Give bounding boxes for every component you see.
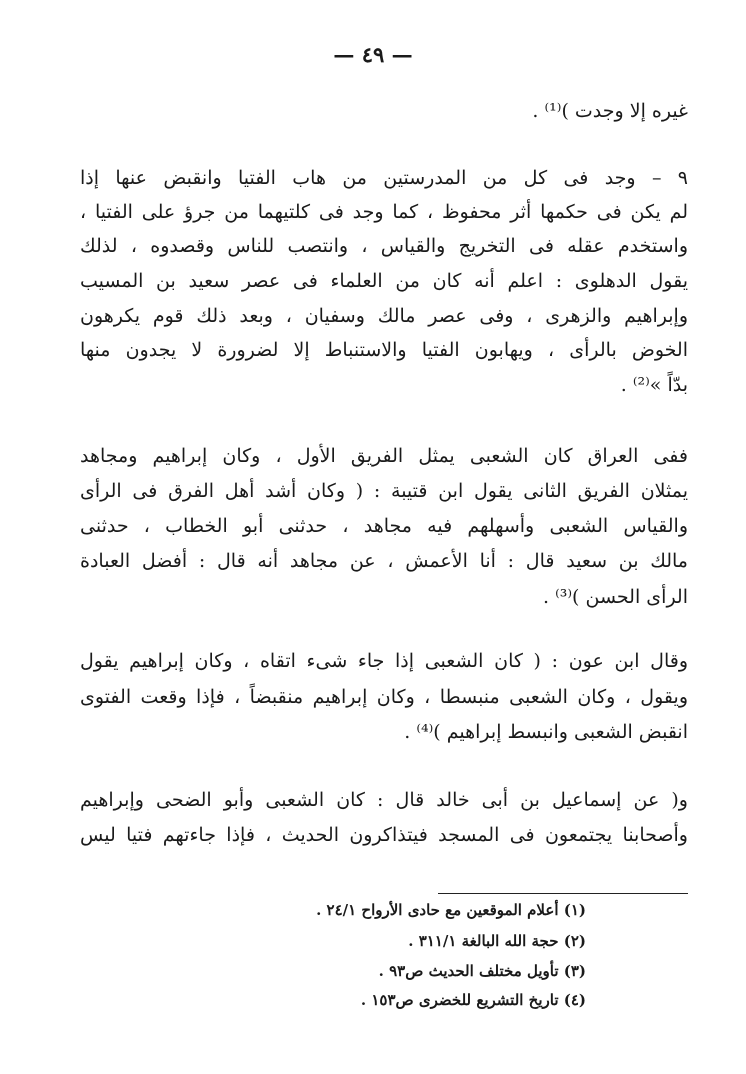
footnote: (٢) حجة الله البالغة ٣١١/١ . [408, 932, 586, 950]
text-line: وأصحابنا يجتمعون فى المسجد فيتذاكرون الحديث ، فإذا جاءتهم فتيا ليس [80, 824, 688, 846]
page-number: — ٤٩ — [333, 42, 413, 67]
text-line: انقبض الشعبى وانبسط إبراهيم )⁽⁴⁾ . [404, 721, 688, 743]
text-line: غيره إلا وجدت )⁽¹⁾ . [532, 100, 688, 122]
footnote-divider [438, 893, 688, 894]
text-line: ٩ – وجد فى كل من المدرستين من هاب الفتيا وانقبض عنها إذا [80, 167, 688, 189]
text-line: وقال ابن عون : ( كان الشعبى إذا جاء شىء اتقاه ، وكان إبراهيم يقول [80, 650, 688, 672]
footnote: (٤) تاريخ التشريع للخضرى ص١٥٣ . [360, 991, 586, 1009]
footnote: (١) أعلام الموقعين مع حادى الأرواح ٢٤/١ . [316, 901, 586, 919]
text-line: بدّاً »⁽²⁾ . [620, 374, 688, 396]
text-line: يمثلان الفريق الثانى يقول ابن قتيبة : ( وكان أشد أهل الفرق فى الرأى [80, 480, 688, 502]
text-line: لم يكن فى حكمها أثر محفوظ ، كما وجد فى كلتيهما من جرؤ على الفتيا ، [80, 201, 688, 223]
footnote: (٣) تأويل مختلف الحديث ص٩٣ . [378, 962, 586, 980]
text-line: يقول الدهلوى : اعلم أنه كان من العلماء فى عصر سعيد بن المسيب [80, 270, 688, 292]
text-line: واستخدم عقله فى التخريج والقياس ، وانتصب للناس وقصدوه ، لذلك [80, 235, 688, 257]
text-line: الرأى الحسن )⁽³⁾ . [543, 586, 688, 608]
text-line: و( عن إسماعيل بن أبى خالد قال : كان الشعبى وأبو الضحى وإبراهيم [80, 789, 688, 811]
text-line: ففى العراق كان الشعبى يمثل الفريق الأول ، وكان إبراهيم ومجاهد [80, 445, 688, 467]
text-line: والقياس الشعبى وأسهلهم فيه مجاهد ، حدثنى أبو الخطاب ، حدثنى [80, 515, 688, 537]
text-line: مالك بن سعيد قال : أنا الأعمش ، عن مجاهد أنه قال : أفضل العبادة [80, 550, 688, 572]
text-line: الخوض بالرأى ، ويهابون الفتيا والاستنباط إلا لضرورة لا يجدون منها [80, 339, 688, 361]
text-line: وإبراهيم والزهرى ، وفى عصر مالك وسفيان ، وبعد ذلك قوم يكرهون [80, 305, 688, 327]
text-line: ويقول ، وكان الشعبى منبسطا ، وكان إبراهيم منقبضاً ، فإذا وقعت الفتوى [80, 686, 688, 708]
